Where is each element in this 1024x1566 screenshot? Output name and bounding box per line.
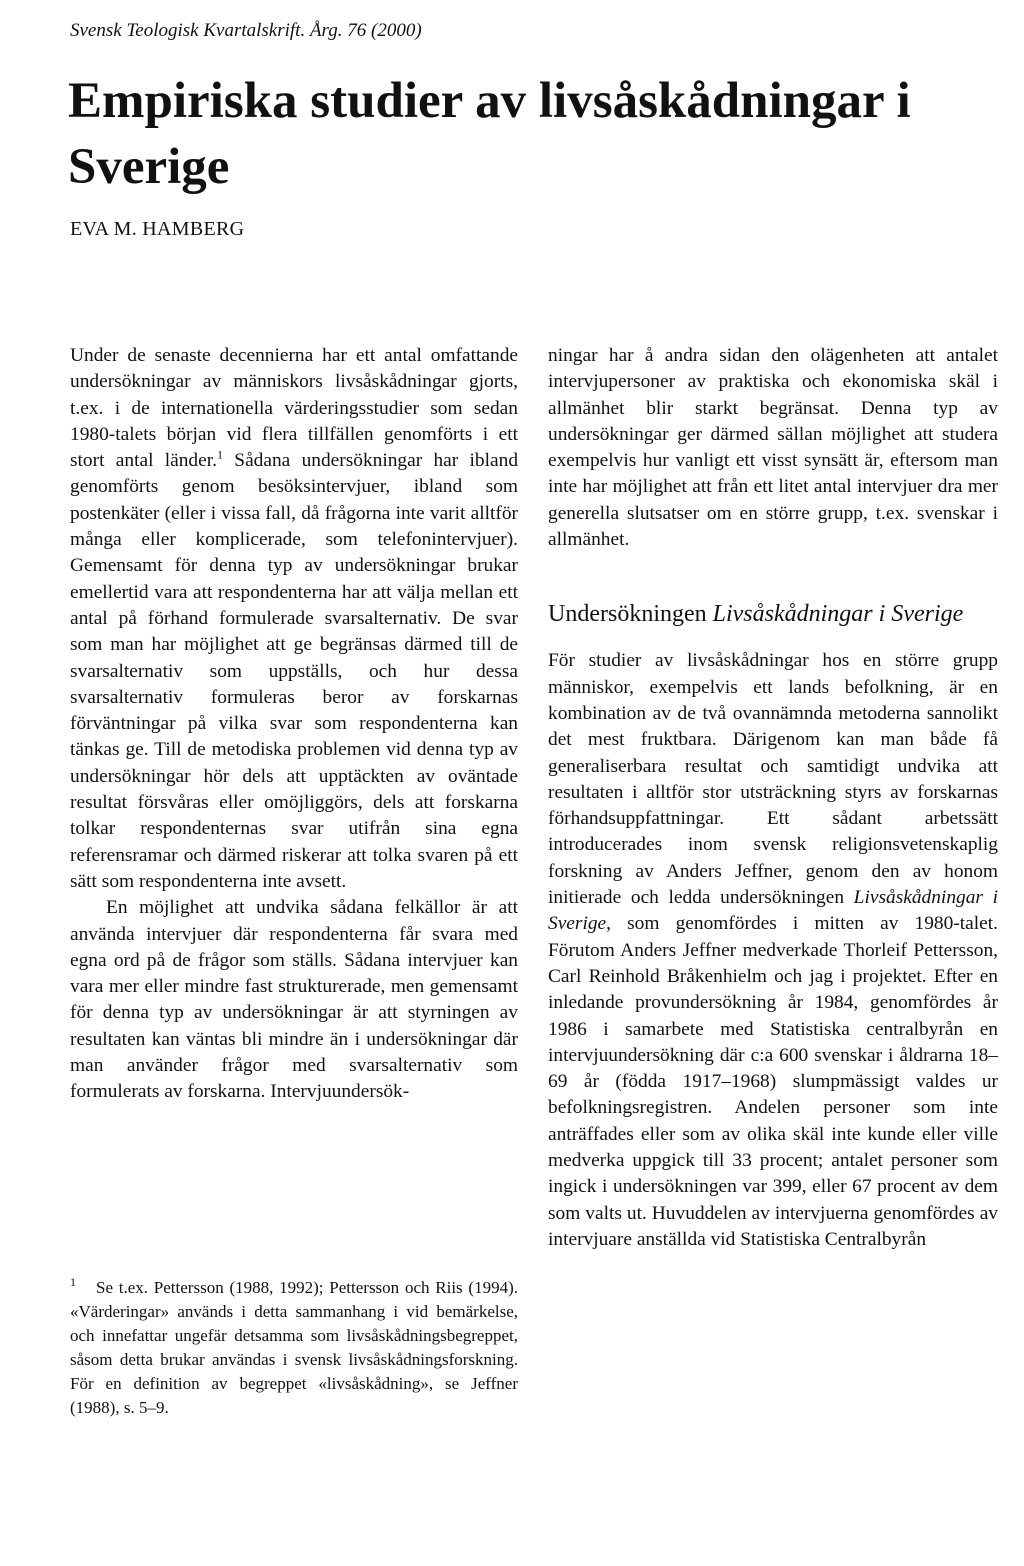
section-heading-plain: Undersökningen [548, 601, 713, 628]
right-paragraph-2-italic: Livsåskådningar i Sverige [548, 887, 998, 935]
left-column [70, 343, 518, 1106]
section-heading [548, 599, 998, 630]
right-paragraph-1: ningar har å andra sidan den olägenheten att antalet intervjupersoner av praktiska och ekonomiska skäl i allmänhet blir starkt begränsat. Denna typ av undersökningar ger därmed sällan möjlighet att studera exempelvis hur vanligt ett visst synsätt är, eftersom man inte har möjlighet att från ett litet antal intervjuer dra mer generella slutsatser om en större grupp, t.ex. svenskar i allmänhet. [548, 345, 998, 551]
section-heading-italic: Livsåskådningar i Sverige [712, 601, 964, 628]
left-paragraph-1-cont: Sådana undersökningar har ibland genomförts genom besöksintervjuer, ibland som postenkäter (eller i vissa fall, då frågorna inte varit alltför många eller komplicerade, som telefonintervjuer). Gemensamt för denna typ av undersökningar brukar emellertid vara att respondenterna har att välja mellan ett antal på förhand formulerade svarsalternativ. De svar som man har möjlighet att ge begränsas därmed till de svarsalternativ som uppställs, och hur dessa svarsalternativ formuleras beror av forskarnas förväntningar på vilka svar som respondenterna kan tänkas ge. Till de metodiska problemen vid denna typ av undersökningar hör dels att upptäckten av oväntade resultat försvåras eller omöjliggörs, dels att forskarna tolkar respondenternas svar utifrån sina egna referensramar och därmed riskerar att tolka svaren på ett sätt som respondenterna inte avsett. [70, 450, 519, 892]
right-paragraph-2 [548, 648, 998, 1253]
right-paragraph-2-cont: , som genomfördes i mitten av 1980-talet. Förutom Anders Jeffner medverkade Thorleif Pettersson, Carl Reinhold Bråkenhielm och jag i projektet. Efter en inledande provundersökning år 1984, genomfördes år 1986 i samarbete med Statistiska centralbyrån en intervjuundersökning där c:a 600 svenskar i åldrarna 18–69 år (födda 1917–1968) slumpmässigt valdes ur befolkningsregistren. Andelen personer som inte anträffades eller som av olika skäl inte kunde eller ville medverka uppgick till 33 procent; antalet personer som ingick i undersökningen var 399, eller 67 procent av dem som valts ut. Huvuddelen av intervjuerna genomfördes av intervjuare anställda vid Statistiska Centralbyrån [548, 913, 998, 1250]
right-column [548, 343, 998, 1253]
left-paragraph-2: En möjlighet att undvika sådana felkällor är att använda intervjuer där respondenterna får svara med egna ord på de frågor som ställs. Sådana intervjuer kan vara mer eller mindre fast strukturerade, men gemensamt för denna typ av undersökningar är att styrningen av resultaten kan väntas bli mindre än i undersökningar där man använder frågor med svarsalternativ som formulerats av forskarna. Intervjuundersök- [70, 897, 518, 1103]
left-paragraph-1 [70, 343, 518, 895]
footnote-ref[interactable]: 1 [216, 447, 223, 462]
left-paragraph-1-text: Under de senaste decennierna har ett antal omfattande undersökningar av människors livsåskådningar gjorts, t.ex. i de internationella värderingsstudier som sedan 1980-talets början vid flera tillfällen genomförts i ett stort antal länder. [70, 345, 518, 472]
footnote [70, 1276, 518, 1420]
author-name: EVA M. HAMBERG [70, 218, 245, 240]
right-paragraph-2-text: För studier av livsåskådningar hos en större grupp människor, exempelvis ett lands befolkning, är en kombination av de två ovannämnda metoderna sannolikt det mest fruktbara. Därigenom kan man både få generaliserbara resultat och samtidigt undvika att resultaten i alltför stor utsträckning styrs av forskarnas förhandsuppfattningar. Ett sådant arbetssätt introducerades inom svensk religionsvetenskaplig forskning av Anders Jeffner, genom den av honom initierade och ledda undersökningen [548, 650, 998, 909]
journal-header: Svensk Teologisk Kvartalskrift. Årg. 76 (2000) [70, 20, 422, 41]
footnote-number: 1 [70, 1275, 76, 1290]
footnote-text: Se t.ex. Pettersson (1988, 1992); Pettersson och Riis (1994). «Värderingar» används i detta sammanhang i vid bemärkelse, och innefattar ungefär detsamma som livsåskådningsbegreppet, såsom detta brukar användas i svensk livsåskådningsforskning. För en definition av begreppet «livsåskådning», se Jeffner (1988), s. 5–9. [70, 1278, 518, 1417]
article-title: Empiriska studier av livsåskådningar i Sverige [68, 73, 911, 195]
